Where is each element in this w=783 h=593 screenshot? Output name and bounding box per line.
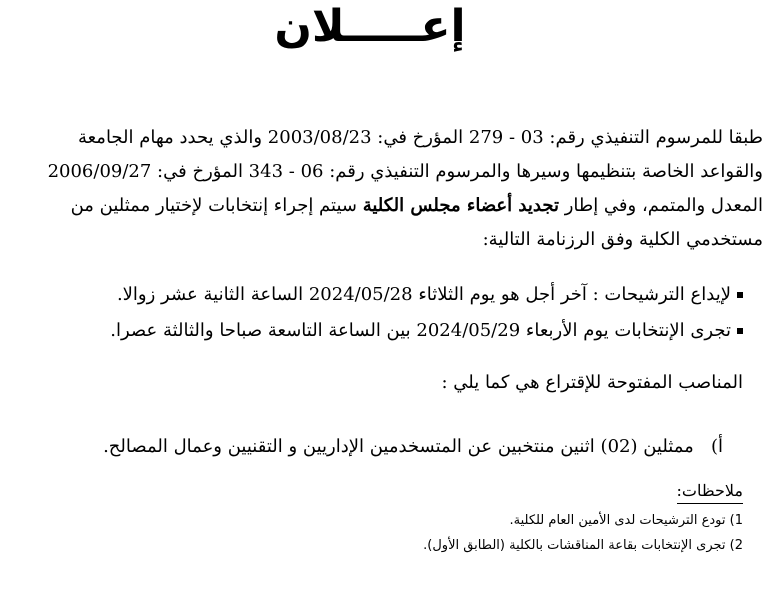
paragraph-line-2: والقواعد الخاصة بتنظيمها وسيرها والمرسوم التنفيذي رقم: 06 - 343 المؤرخ في: 2006/09/27 [47, 161, 763, 182]
schedule-text: تجرى الإنتخابات يوم الأربعاء 2024/05/29 بين الساعة التاسعة صباحا والثالثة عصرا. [110, 320, 731, 341]
position-text: ممثلين (02) اثنين منتخبين عن المتسخدمين الإداريين و التقنيين وعمال المصالح. [103, 436, 694, 457]
note-item: 1) تودع الترشيحات لدى الأمين العام للكلية. [509, 513, 743, 528]
paragraph-line-3 [71, 193, 763, 219]
schedule-item-election [110, 318, 743, 344]
note-item: 2) تجرى الإنتخابات بقاعة المناقشات بالكلية (الطابق الأول). [423, 538, 743, 553]
paragraph-line-4: مستخدمي الكلية وفق الرزنامة التالية: [482, 229, 763, 250]
notes-heading: ملاحظات: [677, 480, 743, 504]
council-renewal-highlight: تجديد أعضاء مجلس الكلية [362, 195, 559, 216]
square-bullet-icon [737, 328, 743, 334]
schedule-text: لإيداع الترشيحات : آخر أجل هو يوم الثلاثاء 2024/05/28 الساعة الثانية عشر زوالا. [116, 284, 731, 305]
announcement-title: إعـــــلان [274, 1, 466, 52]
schedule-item-candidacy [117, 282, 743, 308]
paragraph-line-3-end: سيتم إجراء إنتخابات لإختيار ممثلين من [70, 195, 363, 216]
positions-intro: المناصب المفتوحة للإقتراع هي كما يلي : [441, 372, 743, 393]
position-marker: أ) [710, 436, 723, 457]
position-item [103, 434, 723, 460]
paragraph-line-3-start: المعدل والمتمم، وفي إطار [558, 195, 763, 216]
paragraph-line-1: طبقا للمرسوم التنفيذي رقم: 03 - 279 المؤرخ في: 2003/08/23 والذي يحدد مهام الجامعة [77, 127, 763, 148]
square-bullet-icon [737, 292, 743, 298]
